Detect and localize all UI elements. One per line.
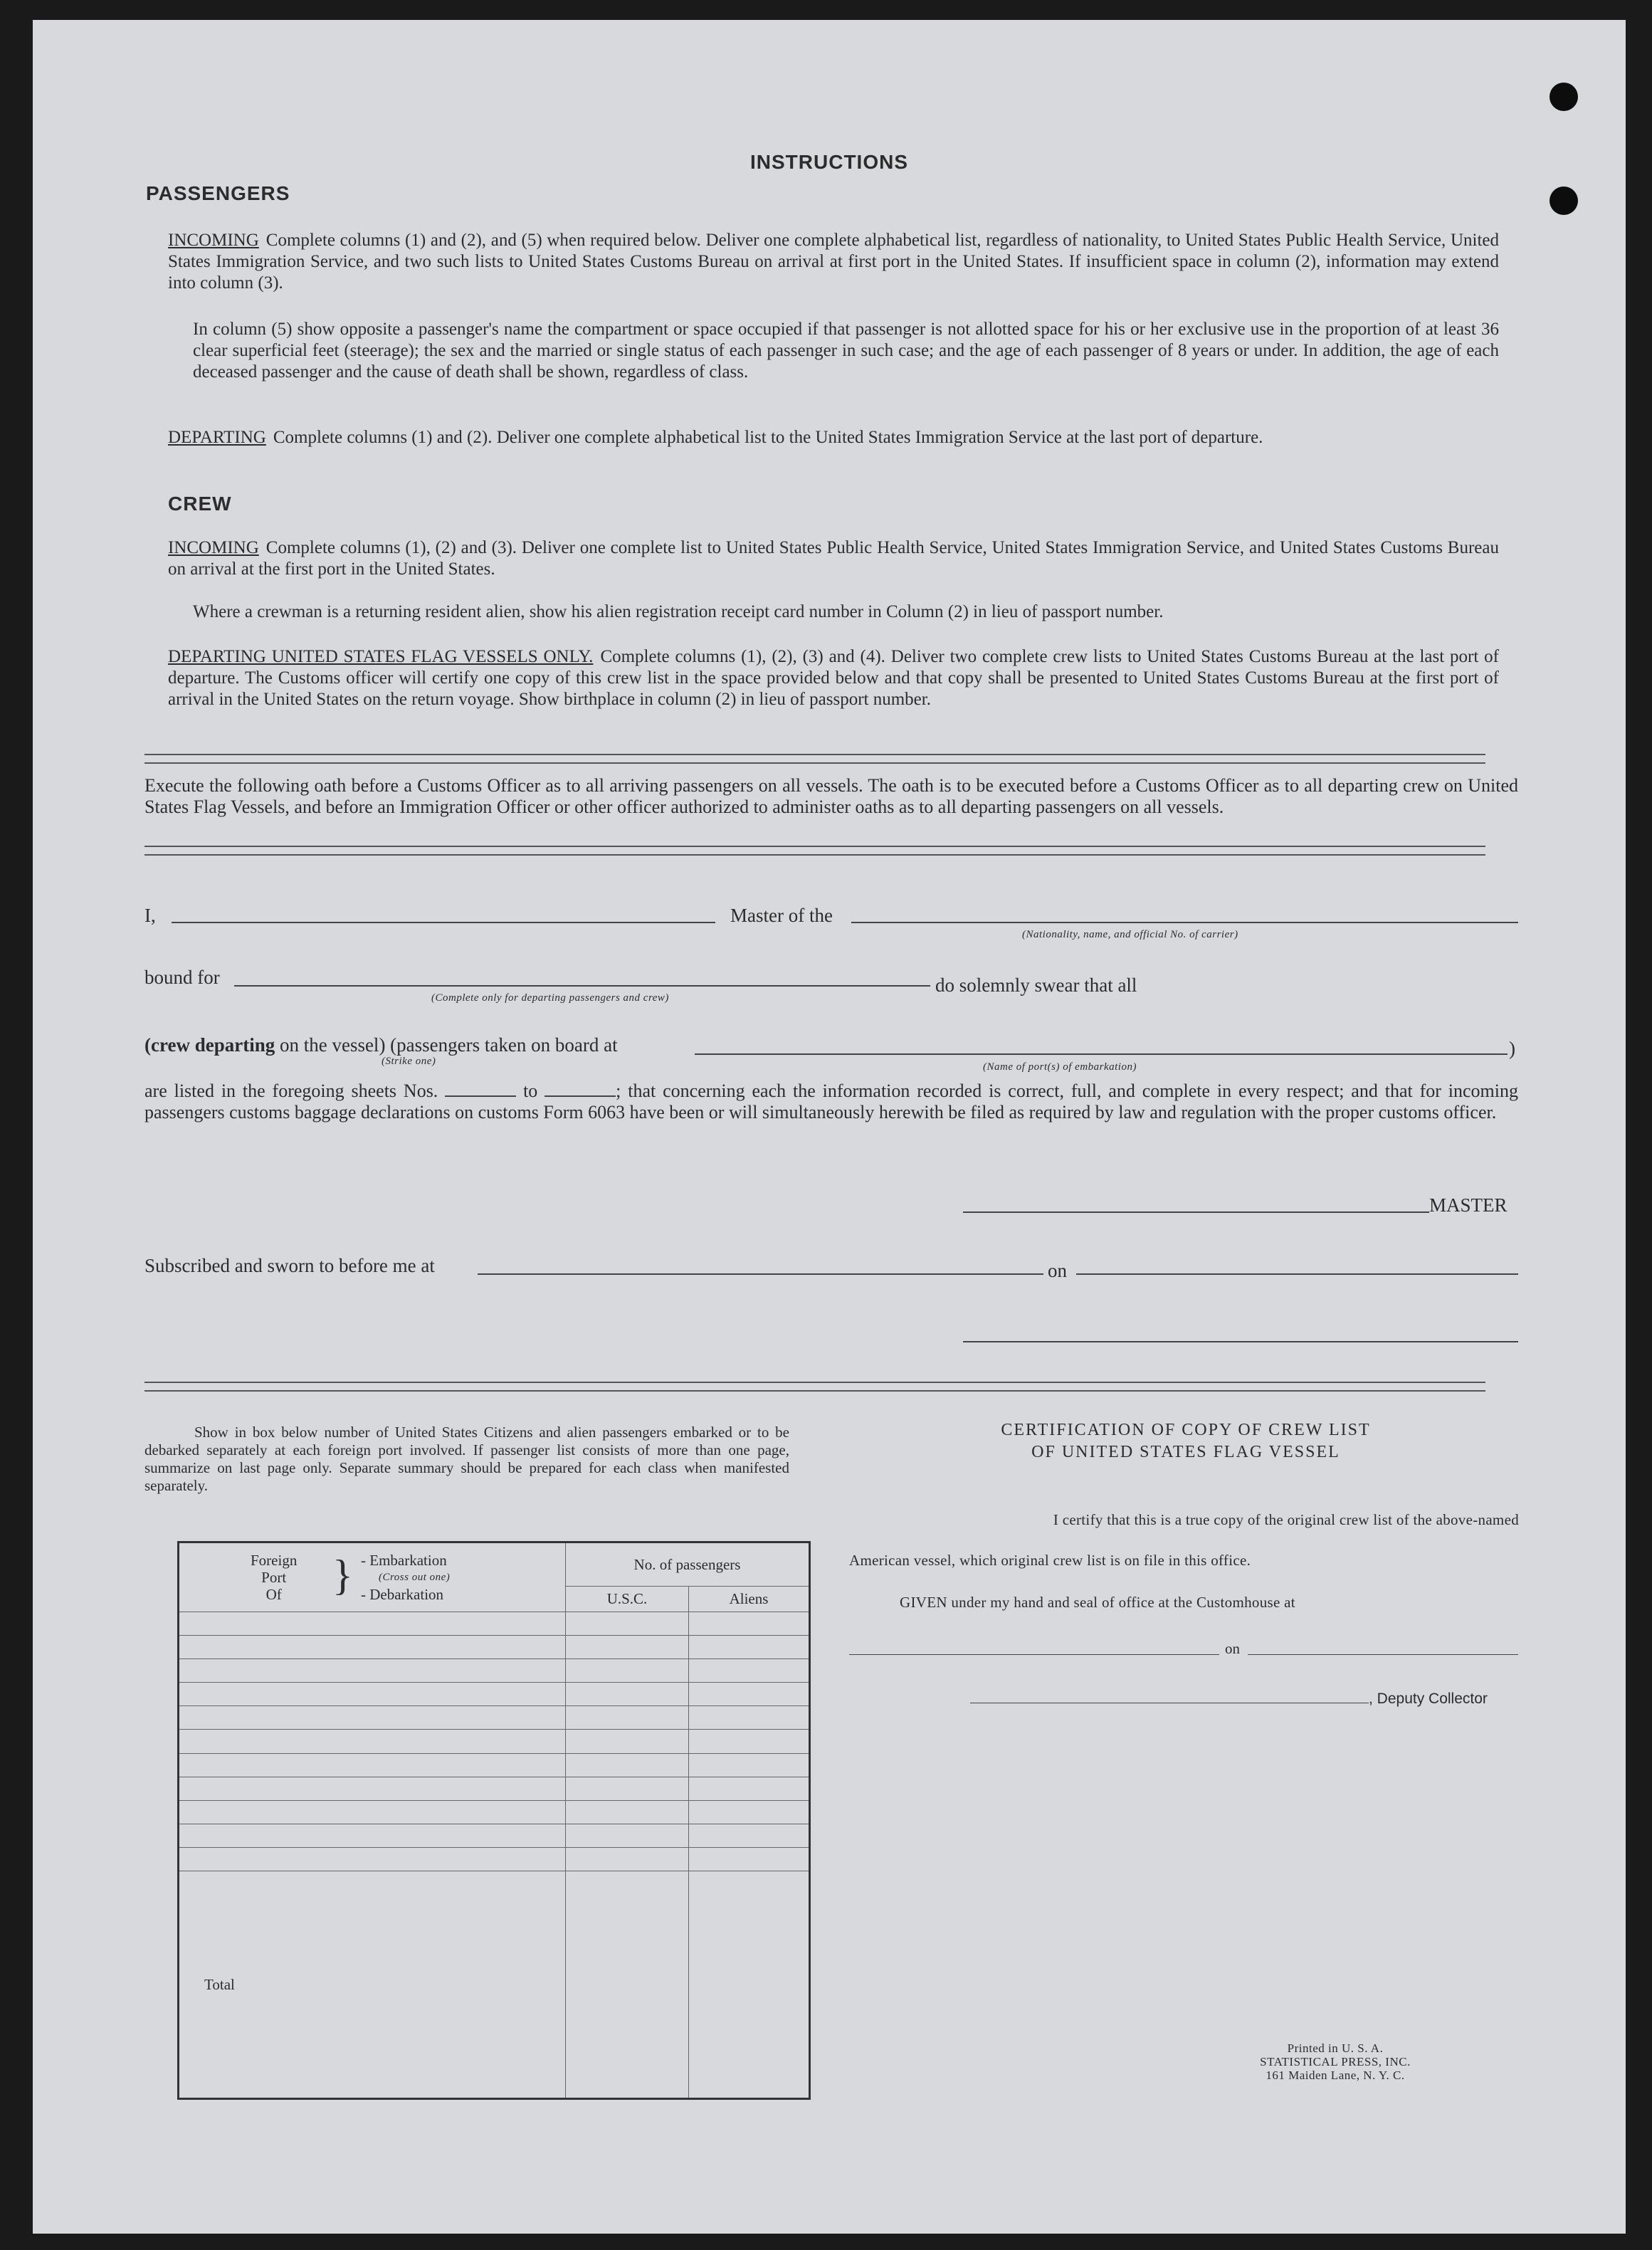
port-cell[interactable]	[179, 1706, 566, 1730]
port-cell[interactable]	[179, 1730, 566, 1753]
usc-cell[interactable]	[566, 1847, 689, 1871]
foreign-label: Foreign	[251, 1552, 298, 1569]
cert-on-label: on	[1225, 1640, 1240, 1657]
close-paren: )	[1509, 1038, 1515, 1059]
passengers-departing-instruction	[168, 427, 1499, 448]
passengers-heading: PASSENGERS	[146, 182, 290, 204]
swear-text: do solemnly swear that all	[935, 974, 1137, 996]
aliens-cell[interactable]	[689, 1847, 810, 1871]
section-divider	[144, 846, 1485, 856]
usc-cell[interactable]	[566, 1777, 689, 1800]
usc-cell[interactable]	[566, 1753, 689, 1777]
listed-statement	[144, 1081, 1518, 1123]
no-passengers-header: No. of passengers	[566, 1542, 810, 1587]
master-of-the-label: Master of the	[730, 905, 833, 926]
master-name-field[interactable]	[172, 922, 715, 923]
aliens-cell[interactable]	[689, 1683, 810, 1706]
port-cell[interactable]	[179, 1683, 566, 1706]
table-row	[179, 1612, 810, 1636]
subscribed-label: Subscribed and sworn to before me at	[144, 1255, 435, 1276]
crew-departing-text: Complete columns (1), (2), (3) and (4). Deliver two complete crew lists to United States Customs Bureau at the last port of departure. The Customs officer will certify one copy of this crew list in the space provided below and that copy shall be presented to United States Customs Bureau at the first port of arrival in the United States on the return voyage. Show birthplace in column (2) in lieu of passport number.	[168, 647, 1499, 709]
form-page	[33, 20, 1626, 2234]
section-divider	[144, 754, 1485, 764]
table-row	[179, 1824, 810, 1847]
given-line: GIVEN under my hand and seal of office at the Customhouse at	[900, 1594, 1295, 1611]
passengers-departing-label: DEPARTING	[168, 428, 266, 447]
usc-cell[interactable]	[566, 1636, 689, 1659]
usc-header: U.S.C.	[566, 1587, 689, 1612]
crew-heading: CREW	[168, 493, 232, 515]
oath-i-label: I,	[144, 905, 156, 926]
punch-hole	[1550, 83, 1578, 111]
passenger-summary-table	[177, 1541, 811, 2100]
usc-cell[interactable]	[566, 1824, 689, 1847]
aliens-cell[interactable]	[689, 1730, 810, 1753]
table-row	[179, 1636, 810, 1659]
imprint-line2: STATISTICAL PRESS, INC.	[1260, 2055, 1411, 2068]
embarkation-port-field[interactable]	[695, 1053, 1508, 1055]
table-row	[179, 1730, 810, 1753]
foreign-port-label	[251, 1552, 297, 1603]
aliens-cell[interactable]	[689, 1659, 810, 1683]
port-cell[interactable]	[179, 1636, 566, 1659]
printer-imprint	[1236, 2041, 1435, 2082]
imprint-line1: Printed in U. S. A.	[1287, 2041, 1384, 2055]
debarkation-option[interactable]: - Debarkation	[361, 1586, 444, 1603]
passengers-incoming-instruction	[168, 230, 1499, 294]
usc-cell[interactable]	[566, 1730, 689, 1753]
usc-total-cell[interactable]	[566, 1871, 689, 2099]
oath-instruction: Execute the following oath before a Customs Officer as to all arriving passengers on all vessels. The oath is to be executed before a Customs Officer as to all departing crew on United States Flag Vessels, and before an Immigration Officer or other officer authorized to administer oaths as to all departing passengers on all vessels.	[144, 775, 1518, 817]
table-row	[179, 1683, 810, 1706]
aliens-cell[interactable]	[689, 1706, 810, 1730]
imprint-line3: 161 Maiden Lane, N. Y. C.	[1266, 2068, 1405, 2082]
officer-signature-field[interactable]	[963, 1341, 1518, 1342]
table-row	[179, 1659, 810, 1683]
port-cell[interactable]	[179, 1847, 566, 1871]
punch-hole	[1550, 186, 1578, 215]
sworn-place-field[interactable]	[478, 1273, 1043, 1275]
crew-incoming-label: INCOMING	[168, 538, 259, 557]
brace-icon: }	[332, 1552, 353, 1599]
port-cell[interactable]	[179, 1800, 566, 1824]
aliens-cell[interactable]	[689, 1800, 810, 1824]
bound-for-field[interactable]	[234, 985, 930, 987]
of-label: Of	[265, 1586, 282, 1603]
total-row	[179, 1871, 810, 2099]
cert-date-field[interactable]	[1248, 1654, 1518, 1655]
aliens-cell[interactable]	[689, 1636, 810, 1659]
aliens-cell[interactable]	[689, 1612, 810, 1636]
section-divider	[144, 1382, 1485, 1392]
total-label: Total	[179, 1871, 566, 2099]
port-cell[interactable]	[179, 1753, 566, 1777]
sworn-date-field[interactable]	[1076, 1273, 1518, 1275]
usc-cell[interactable]	[566, 1659, 689, 1683]
summary-note: Show in box below number of United States Citizens and alien passengers embarked or to be debarked separately at each foreign port involved. If passenger list consists of more than one page, summarize on last page only. Separate summary should be prepared for each class when manifested separately.	[144, 1424, 789, 1494]
embarkation-port-note: (Name of port(s) of embarkation)	[983, 1061, 1137, 1073]
listed-statement-part2: ; that concerning each the information recorded is correct, full, and complete in every respect; and that for incoming passengers customs baggage declarations on customs Form 6063 have been or will simultaneously herewith be filed as required by law and regulation with the proper customs officer.	[144, 1081, 1518, 1123]
port-cell[interactable]	[179, 1777, 566, 1800]
crew-incoming-text: Complete columns (1), (2) and (3). Deliver one complete list to United States Public Health Service, United States Immigration Service, and United States Customs Bureau on arrival at the first port in the United States.	[168, 538, 1499, 579]
customhouse-field[interactable]	[849, 1654, 1219, 1655]
aliens-cell[interactable]	[689, 1753, 810, 1777]
port-header	[179, 1542, 566, 1612]
crew-passenger-clause	[144, 1034, 618, 1056]
deputy-collector-label: , Deputy Collector	[1369, 1691, 1488, 1707]
strike-one-note: (Strike one)	[382, 1056, 436, 1067]
certify-line2: American vessel, which original crew list is on file in this office.	[849, 1552, 1251, 1569]
table-row	[179, 1753, 810, 1777]
master-signature-field[interactable]	[963, 1211, 1429, 1213]
carrier-field[interactable]	[851, 922, 1518, 923]
port-cell[interactable]	[179, 1612, 566, 1636]
sheet-to-field[interactable]	[544, 1095, 616, 1097]
usc-cell[interactable]	[566, 1683, 689, 1706]
crew-incoming-instruction	[168, 537, 1499, 580]
bound-for-note: (Complete only for departing passengers and crew)	[431, 992, 669, 1004]
listed-to-label: to	[523, 1081, 538, 1101]
passengers-option[interactable]: on the vessel) (passengers taken on board at	[279, 1034, 618, 1056]
sworn-on-label: on	[1048, 1260, 1067, 1281]
table-row	[179, 1706, 810, 1730]
listed-statement-part1: are listed in the foregoing sheets Nos.	[144, 1081, 438, 1101]
crew-departing-option[interactable]: (crew departing	[144, 1034, 275, 1056]
table-row	[179, 1777, 810, 1800]
embarkation-option[interactable]: - Embarkation	[361, 1552, 447, 1569]
crew-departing-instruction	[168, 646, 1499, 710]
usc-cell[interactable]	[566, 1612, 689, 1636]
certification-title-line2: OF UNITED STATES FLAG VESSEL	[1031, 1443, 1340, 1461]
passengers-incoming-label: INCOMING	[168, 231, 259, 250]
usc-cell[interactable]	[566, 1706, 689, 1730]
usc-cell[interactable]	[566, 1800, 689, 1824]
sheet-from-field[interactable]	[445, 1095, 516, 1097]
passengers-column5-instruction: In column (5) show opposite a passenger's name the compartment or space occupied if that passenger is not allotted space for his or her exclusive use in the proportion of at least 36 clear superficial feet (steerage); the sex and the married or single status of each passenger in such case; and the age of each passenger of 8 years or under. In addition, the age of each deceased passenger and the cause of death shall be shown, regardless of class.	[193, 320, 1499, 382]
embark-debark-label	[361, 1552, 450, 1603]
cross-out-note: (Cross out one)	[379, 1572, 451, 1583]
passengers-incoming-text: Complete columns (1) and (2), and (5) when required below. Deliver one complete alphabetical list, regardless of nationality, to United States Public Health Service, United States Immigration Service, and two such lists to United States Customs Bureau on arrival at first port in the United States. If insufficient space in column (2), information may extend into column (3).	[168, 231, 1499, 293]
aliens-cell[interactable]	[689, 1777, 810, 1800]
aliens-total-cell[interactable]	[689, 1871, 810, 2099]
certify-line1: I certify that this is a true copy of the original crew list of the above-named	[1053, 1511, 1519, 1528]
page-title: INSTRUCTIONS	[750, 151, 908, 173]
port-cell[interactable]	[179, 1824, 566, 1847]
master-signature-label: MASTER	[1429, 1194, 1508, 1216]
aliens-header: Aliens	[689, 1587, 810, 1612]
aliens-cell[interactable]	[689, 1824, 810, 1847]
certification-title	[873, 1419, 1499, 1463]
port-cell[interactable]	[179, 1659, 566, 1683]
table-row	[179, 1847, 810, 1871]
table-row	[179, 1800, 810, 1824]
crew-departing-label: DEPARTING UNITED STATES FLAG VESSELS ONLY.	[168, 647, 594, 666]
carrier-note: (Nationality, name, and official No. of carrier)	[1022, 929, 1238, 940]
passengers-departing-text: Complete columns (1) and (2). Deliver one complete alphabetical list to the United States Immigration Service at the last port of departure.	[273, 428, 1263, 447]
certification-title-line1: CERTIFICATION OF COPY OF CREW LIST	[1001, 1421, 1371, 1439]
port-label: Port	[261, 1569, 287, 1586]
bound-for-label: bound for	[144, 967, 220, 988]
crew-resident-instruction: Where a crewman is a returning resident alien, show his alien registration receipt card number in Column (2) in lieu of passport number.	[193, 602, 1164, 621]
